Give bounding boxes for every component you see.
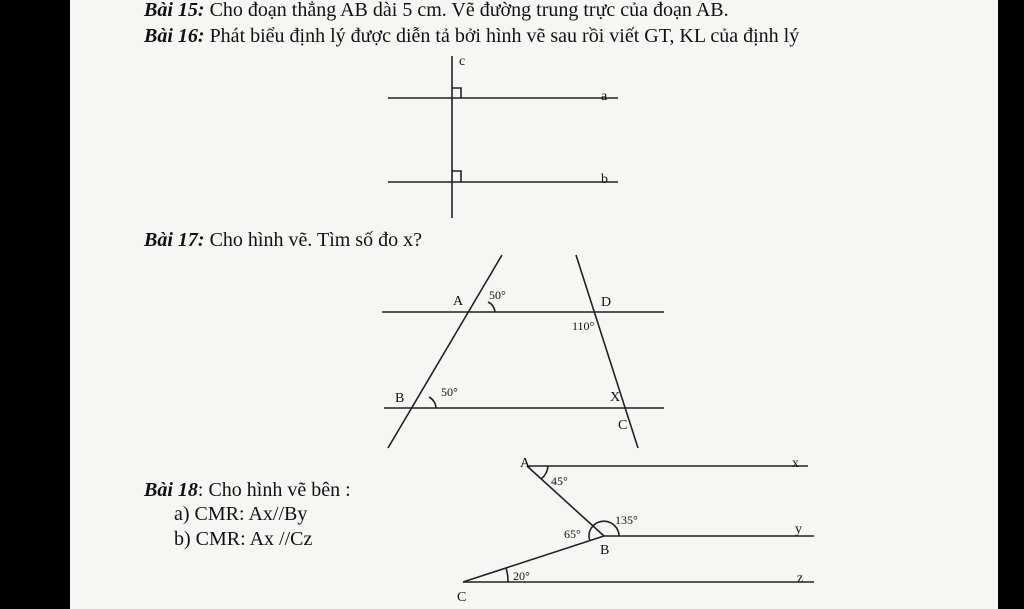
label-x: x	[792, 456, 799, 471]
problem-17-label: Bài 17:	[144, 229, 205, 251]
figure-17	[382, 255, 664, 448]
arc-angle-C	[506, 568, 508, 582]
figure-18	[457, 456, 814, 605]
label-angle-D: 110°	[572, 319, 595, 333]
right-angle-mark-a	[452, 88, 461, 98]
problem-17-text: Cho hình vẽ. Tìm số đo x?	[204, 229, 422, 251]
arc-angle-A	[541, 466, 548, 479]
label-z: z	[797, 571, 804, 586]
geometry-figures	[70, 0, 998, 609]
arc-angle-B	[429, 397, 436, 408]
problem-18-label: Bài 18	[144, 479, 198, 501]
label-B: B	[600, 543, 610, 558]
label-B: B	[395, 391, 405, 406]
figure-16	[388, 54, 618, 218]
label-D: D	[601, 295, 612, 310]
label-angle-B-right: 135°	[615, 513, 638, 527]
label-angle-A: 45°	[551, 474, 568, 488]
label-y: y	[795, 522, 802, 537]
label-angle-B-left: 65°	[564, 527, 581, 541]
arc-angle-B-left	[589, 526, 593, 541]
arc-angle-A	[488, 302, 495, 312]
label-A: A	[520, 456, 531, 471]
label-A: A	[453, 294, 464, 309]
label-c: c	[459, 54, 466, 69]
problem-18-item-b: b) CMR: Ax //Cz	[174, 528, 313, 550]
segment-CB	[463, 536, 604, 582]
label-X: X	[610, 390, 621, 405]
problem-18-text: : Cho hình vẽ bên :	[197, 479, 351, 501]
transversal-AB	[388, 255, 502, 448]
label-angle-B: 50°	[441, 385, 458, 399]
label-C: C	[457, 590, 467, 605]
problem-15-label: Bài 15:	[144, 0, 205, 21]
label-a: a	[601, 89, 608, 104]
problem-16-label: Bài 16:	[144, 25, 205, 47]
problem-15-text: Cho đoạn thẳng AB dài 5 cm. Vẽ đường trung trực của đoạn AB.	[204, 0, 729, 21]
problem-16-text: Phát biểu định lý được diễn tả bởi hình vẽ sau rồi viết GT, KL của định lý	[204, 25, 800, 47]
document-page	[70, 0, 998, 609]
transversal-DC	[576, 255, 638, 448]
label-b: b	[601, 172, 608, 187]
right-angle-mark-b	[452, 171, 461, 182]
label-C: C	[618, 418, 628, 433]
label-angle-A: 50°	[489, 288, 506, 302]
problem-18-item-a: a) CMR: Ax//By	[174, 503, 308, 525]
label-angle-C: 20°	[513, 569, 530, 583]
